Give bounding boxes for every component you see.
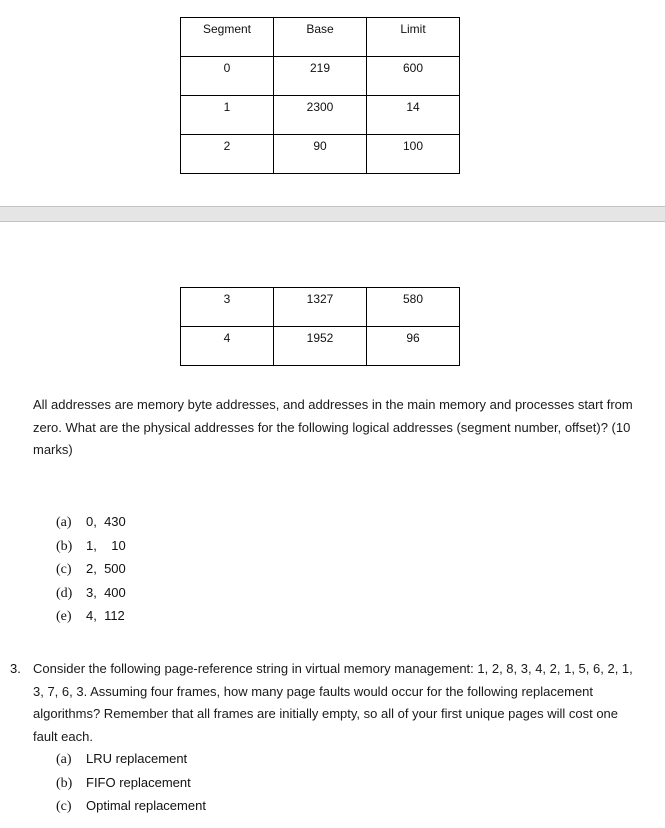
item-label: (c) [56, 562, 72, 577]
cell-limit: 580 [367, 288, 460, 327]
cell-base: 2300 [274, 96, 367, 135]
replacement-algorithm-list [56, 748, 206, 819]
item-label: (d) [56, 585, 73, 601]
page-break-divider [0, 206, 665, 222]
item-label: (a) [56, 515, 72, 530]
header-limit: Limit [367, 18, 460, 57]
item-value: FIFO replacement [86, 774, 191, 790]
item-value: LRU replacement [86, 751, 188, 766]
cell-segment: 1 [181, 96, 274, 135]
item-label: (a) [56, 752, 72, 767]
list-item [56, 605, 126, 629]
item-label: (c) [56, 799, 72, 814]
cell-limit: 14 [367, 96, 460, 135]
item-label: (b) [56, 775, 73, 791]
logical-address-list [56, 511, 126, 629]
item-value: 1, 10 [86, 537, 126, 553]
question3-text: Consider the following page-reference string in virtual memory management: 1, 2, 8, 3, 4, 2, 1, 5, 6, 2, 1, 3, 7, 6, 3. Assuming four frames, how many page faults would occur for the following replacement algorithms? Remember that all frames are initially empty, so all of your first unique pages will cost one fault each. [33, 661, 633, 744]
table-row [181, 135, 460, 174]
cell-limit: 96 [367, 327, 460, 366]
segment-table-top [180, 17, 460, 174]
cell-limit: 100 [367, 135, 460, 174]
table-row [181, 288, 460, 327]
cell-limit: 600 [367, 57, 460, 96]
question3-number: 3. [10, 661, 21, 676]
list-item [56, 748, 206, 772]
table-row [181, 96, 460, 135]
cell-base: 219 [274, 57, 367, 96]
cell-segment: 0 [181, 57, 274, 96]
header-segment: Segment [181, 18, 274, 57]
item-value: 3, 400 [86, 584, 126, 600]
list-item [56, 558, 126, 582]
item-label: (b) [56, 538, 73, 554]
list-item [56, 795, 206, 819]
header-base: Base [274, 18, 367, 57]
item-value: 0, 430 [86, 514, 126, 529]
segment-table-bottom [180, 287, 460, 366]
cell-segment: 3 [181, 288, 274, 327]
list-item [56, 511, 126, 535]
list-item [56, 535, 126, 559]
cell-base: 90 [274, 135, 367, 174]
table-header-row [181, 18, 460, 57]
cell-base: 1952 [274, 327, 367, 366]
item-value: 2, 500 [86, 561, 126, 576]
cell-segment: 2 [181, 135, 274, 174]
cell-base: 1327 [274, 288, 367, 327]
table-row [181, 57, 460, 96]
item-label: (e) [56, 609, 72, 624]
table-row [181, 327, 460, 366]
list-item [56, 772, 206, 796]
question2-text: All addresses are memory byte addresses, and addresses in the main memory and processes start from zero. What are the physical addresses for the following logical addresses (segment number, offset)? (10 marks) [33, 397, 633, 457]
cell-segment: 4 [181, 327, 274, 366]
item-value: Optimal replacement [86, 798, 206, 813]
item-value: 4, 112 [86, 608, 125, 623]
list-item [56, 582, 126, 606]
